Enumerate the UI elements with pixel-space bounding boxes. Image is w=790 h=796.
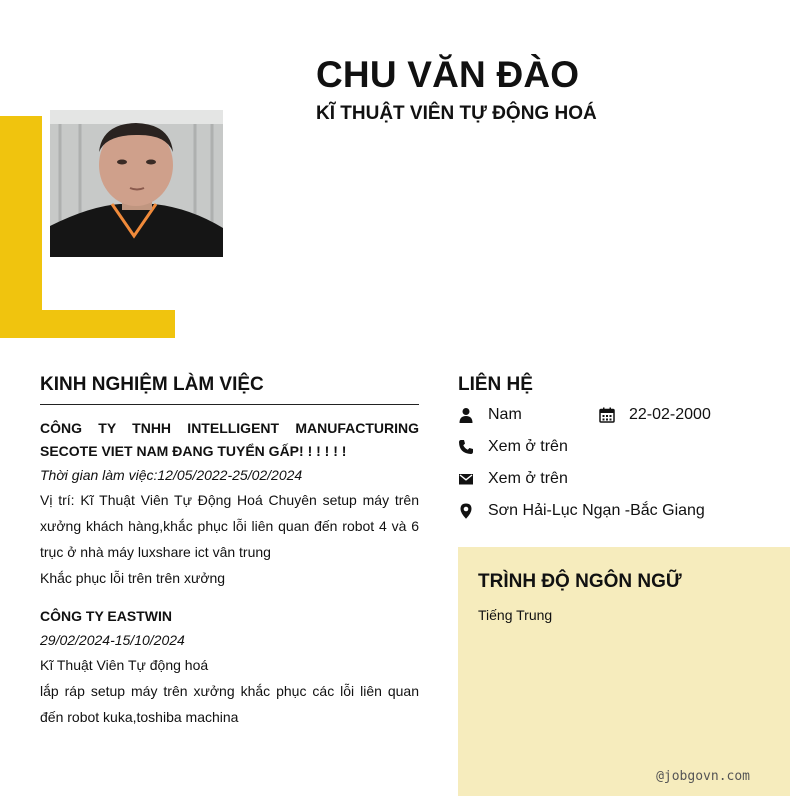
contact-birthdate [599, 406, 711, 424]
location-pin-icon [458, 503, 474, 519]
phone-icon [458, 439, 474, 455]
watermark: @jobgovn.com [656, 769, 750, 784]
phone-value: Xem ở trên [488, 438, 568, 455]
contact-heading: LIÊN HỆ [458, 374, 533, 395]
gender-value: Nam [488, 406, 522, 423]
language-section [458, 547, 790, 796]
language-heading: TRÌNH ĐỘ NGÔN NGỮ [478, 571, 682, 592]
contact-phone [458, 438, 568, 456]
accent-bar [0, 116, 42, 338]
job-entry [40, 605, 419, 730]
job-description: Khắc phục lỗi trên trên xưởng [40, 570, 226, 586]
contact-section [458, 374, 790, 404]
accent-bar-foot [0, 310, 175, 338]
company-name: CÔNG TY EASTWIN [40, 608, 172, 624]
candidate-job-title: KĨ THUẬT VIÊN TỰ ĐỘNG HOÁ [316, 103, 597, 124]
contact-gender [458, 406, 522, 424]
contact-email [458, 470, 568, 488]
company-name: CÔNG TY TNHH INTELLIGENT MANUFACTURING SECOTE VIET NAM ĐANG TUYỂN GẤP! ! ! ! ! ! [40, 420, 419, 459]
language-item: Tiếng Trung [478, 607, 553, 623]
person-icon [458, 407, 474, 423]
job-description: Kĩ Thuật Viên Tự động hoá [40, 657, 209, 673]
contact-address [458, 502, 705, 520]
profile-photo [50, 110, 223, 257]
job-period: 29/02/2024-15/10/2024 [40, 632, 185, 648]
email-value: Xem ở trên [488, 470, 568, 487]
job-period: Thời gian làm việc:12/05/2022-25/02/2024 [40, 467, 303, 483]
address-value: Sơn Hải-Lục Ngạn -Bắc Giang [488, 502, 705, 519]
mail-icon [458, 471, 474, 487]
job-description: lắp ráp setup máy trên xưởng khắc phục các lỗi liên quan đến robot kuka,toshiba machina [40, 683, 419, 725]
job-entry [40, 417, 419, 591]
work-experience-section [40, 374, 419, 730]
calendar-icon [599, 407, 615, 423]
work-experience-heading: KINH NGHIỆM LÀM VIỆC [40, 374, 419, 405]
job-description: Vị trí: Kĩ Thuật Viên Tự Động Hoá Chuyên setup máy trên xưởng khách hàng,khắc phục lỗi liên quan đến robot 4 và 6 trục ở nhà máy luxshare ict vân trung [40, 492, 419, 560]
candidate-name: CHU VĂN ĐÀO [316, 54, 580, 95]
birthdate-value: 22-02-2000 [629, 406, 711, 423]
